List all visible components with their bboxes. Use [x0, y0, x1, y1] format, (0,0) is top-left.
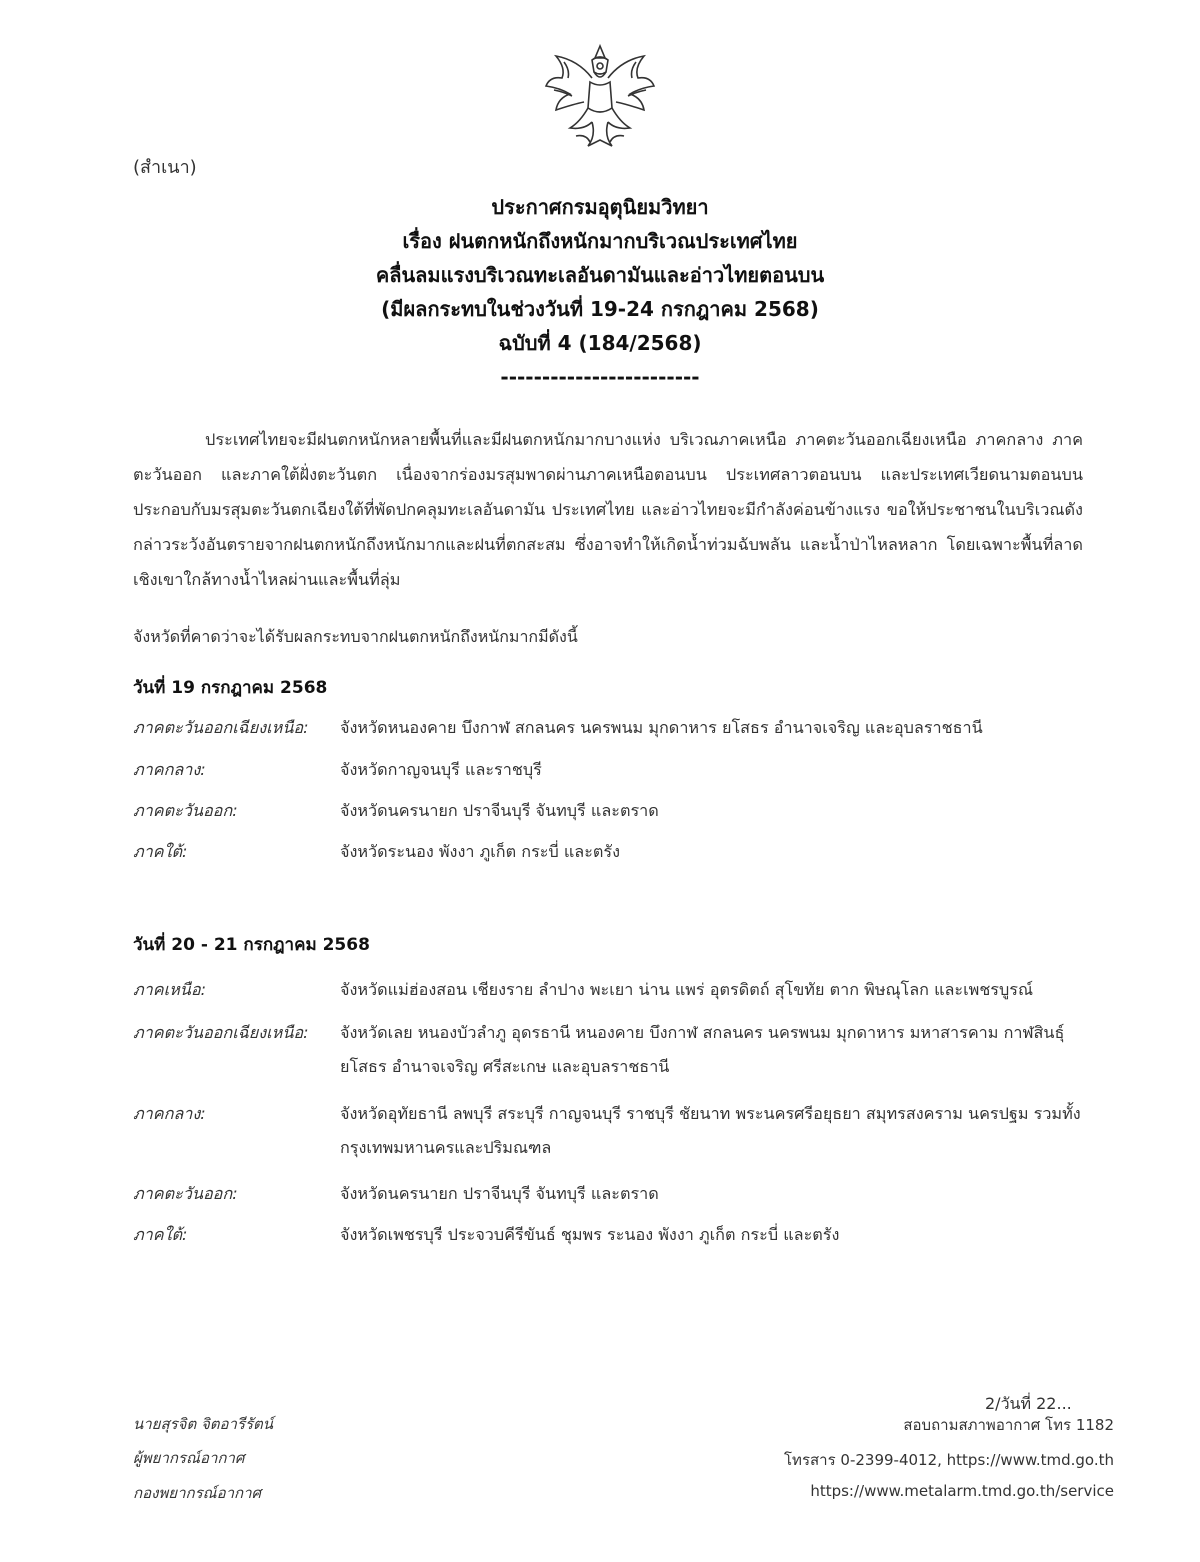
- region-label: ภาคใต้:: [133, 842, 188, 861]
- signature-name: นายสุรจิต จิตอารีรัตน์: [133, 1415, 274, 1433]
- province-list: จังหวัดระนอง พังงา ภูเก็ต กระบี่ และตรัง: [340, 842, 621, 861]
- day-heading: วันที่ 19 กรกฎาคม 2568: [133, 678, 328, 698]
- contact-service-url: https://www.metalarm.tmd.go.th/service: [810, 1482, 1114, 1500]
- region-label: ภาคตะวันออก:: [133, 1184, 238, 1203]
- title-line: ฉบับที่ 4 (184/2568): [498, 331, 702, 355]
- contact-fax-website: โทรสาร 0-2399-4012, https://www.tmd.go.th: [784, 1451, 1114, 1469]
- province-list: จังหวัดหนองคาย บึงกาฬ สกลนคร นครพนม มุกดาหาร ยโสธร อำนาจเจริญ และอุบลราชธานี: [340, 718, 983, 737]
- region-label: ภาคใต้:: [133, 1225, 188, 1244]
- region-label: ภาคเหนือ:: [133, 980, 207, 999]
- province-list: จังหวัดนครนายก ปราจีนบุรี จันทบุรี และตราด: [340, 801, 659, 820]
- title-line: (มีผลกระทบในช่วงวันที่ 19-24 กรกฎาคม 2568): [381, 297, 819, 321]
- next-page-marker: 2/วันที่ 22...: [985, 1394, 1072, 1413]
- region-label: ภาคตะวันออกเฉียงเหนือ:: [133, 1023, 309, 1042]
- affected-provinces-lead: จังหวัดที่คาดว่าจะได้รับผลกระทบจากฝนตกหนักถึงหนักมากมีดังนี้: [133, 627, 578, 646]
- province-list: จังหวัดกาญจนบุรี และราชบุรี: [340, 760, 542, 779]
- copy-label: (สำเนา): [133, 157, 197, 178]
- contact-phone: สอบถามสภาพอากาศ โทร 1182: [903, 1416, 1114, 1434]
- province-list: จังหวัดนครนายก ปราจีนบุรี จันทบุรี และตราด: [340, 1184, 659, 1203]
- region-label: ภาคกลาง:: [133, 1104, 206, 1123]
- province-list: จังหวัดอุทัยธานี ลพบุรี สระบุรี กาญจนบุรี ราชบุรี ชัยนาท พระนครศรีอยุธยา สมุทรสงคราม นครปฐม รวมทั้งกรุงเทพมหานครและปริมณฑล: [340, 1104, 1081, 1157]
- region-label: ภาคตะวันออกเฉียงเหนือ:: [133, 718, 309, 737]
- title-line: คลื่นลมแรงบริเวณทะเลอันดามันและอ่าวไทยตอนบน: [375, 263, 825, 287]
- province-list: จังหวัดเลย หนองบัวลำภู อุดรธานี หนองคาย บึงกาฬ สกลนคร นครพนม มุกดาหาร มหาสารคาม กาฬสินธุ์ ยโสธร อำนาจเจริญ ศรีสะเกษ และอุบลราชธานี: [340, 1023, 1065, 1076]
- intro-paragraph: ประเทศไทยจะมีฝนตกหนักหลายพื้นที่และมีฝนตกหนักมากบางแห่ง บริเวณภาคเหนือ ภาคตะวันออกเฉียงเหนือ ภาคกลาง ภาคตะวันออก และภาคใต้ฝั่งตะวันตก เนื่องจากร่องมรสุมพาดผ่านภาคเหนือตอนบน ประเทศลาวตอนบน และประเทศเวียดนามตอนบน ประกอบกับมรสุมตะวันตกเฉียงใต้ที่พัดปกคลุมทะเลอันดามัน ประเทศไทย และอ่าวไทยจะมีกำลังค่อนข้างแรง ขอให้ประชาชนในบริเวณดังกล่าวระวังอันตรายจากฝนตกหนักถึงหนักมากและฝนที่ตกสะสม ซึ่งอาจทำให้เกิดน้ำท่วมฉับพลัน และน้ำป่าไหลหลาก โดยเฉพาะพื้นที่ลาดเชิงเขาใกล้ทางน้ำไหลผ่านและพื้นที่ลุ่ม: [133, 430, 1083, 589]
- title-divider: ------------------------: [500, 365, 700, 389]
- province-list: จังหวัดเพชรบุรี ประจวบคีรีขันธ์ ชุมพร ระนอง พังงา ภูเก็ต กระบี่ และตรัง: [340, 1225, 840, 1244]
- signature-position: ผู้พยากรณ์อากาศ: [133, 1449, 245, 1467]
- region-label: ภาคตะวันออก:: [133, 801, 238, 820]
- day-heading: วันที่ 20 - 21 กรกฎาคม 2568: [133, 935, 370, 955]
- title-line: ประกาศกรมอุตุนิยมวิทยา: [491, 195, 709, 219]
- announcement-title-block: [0, 190, 1200, 394]
- province-list: จังหวัดแม่ฮ่องสอน เชียงราย ลำปาง พะเยา น่าน แพร่ อุตรดิตถ์ สุโขทัย ตาก พิษณุโลก และเพชรบูรณ์: [340, 980, 1033, 999]
- garuda-emblem-icon: [540, 38, 660, 154]
- title-line: เรื่อง ฝนตกหนักถึงหนักมากบริเวณประเทศไทย: [402, 229, 798, 253]
- signature-division: กองพยากรณ์อากาศ: [133, 1484, 262, 1502]
- region-label: ภาคกลาง:: [133, 760, 206, 779]
